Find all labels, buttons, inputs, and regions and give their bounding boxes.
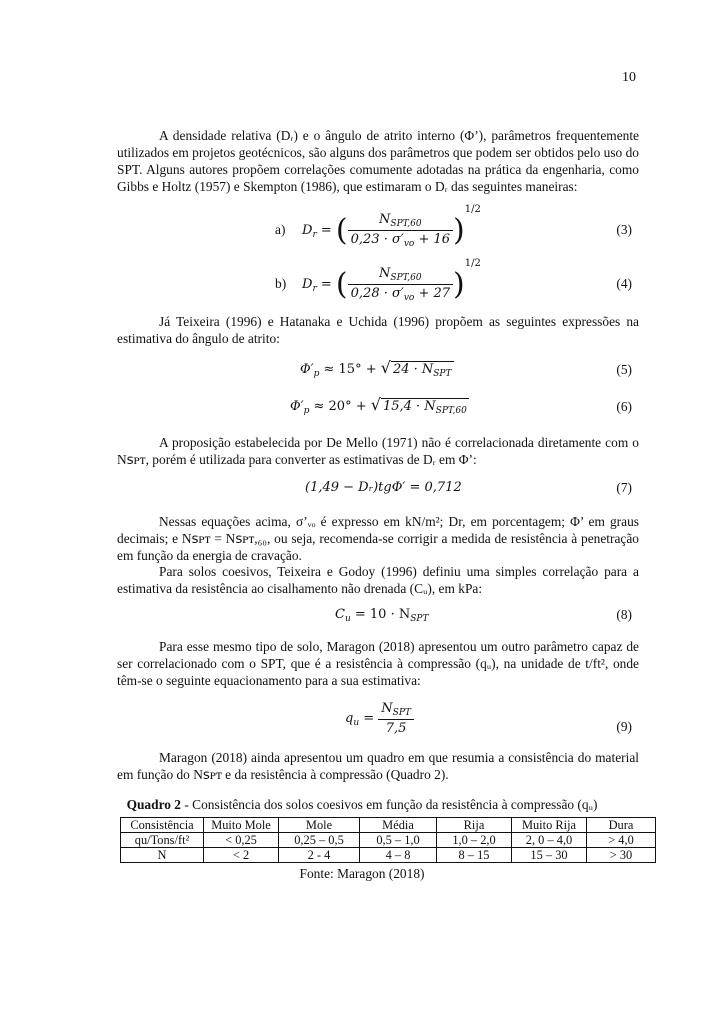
table-cell: Muito Rija <box>512 818 587 833</box>
table-cell: 0,25 – 0,5 <box>279 833 360 848</box>
table-source: Fonte: Maragon (2018) <box>299 866 425 881</box>
table-cell: 2 - 4 <box>279 848 360 863</box>
table-cell: < 2 <box>204 848 279 863</box>
equation-9-body: $q_u$ = $\frac{N_{SPT}}{7,5}$ <box>345 701 414 736</box>
table-row <box>121 833 656 848</box>
paragraph-units: Nessas equações acima, σ’ᵥₒ é expresso em kN/m²; Dr, em porcentagem; Φ’ em graus decimais; e Nꜱᴘᴛ = Nꜱᴘᴛ,₆₀, ou seja, recomenda-se corrigir a medida de resistência à penetração em função da energia de cravação. <box>117 514 639 563</box>
table-cell: 1,0 – 2,0 <box>437 833 512 848</box>
paragraph-quadro-intro: Maragon (2018) ainda apresentou um quadro em que resumia a consistência do material em função do Nꜱᴘᴛ e da resistência à compressão (Quadro 2). <box>117 750 639 782</box>
table-row <box>121 818 656 833</box>
paragraph-friction: Já Teixeira (1996) e Hatanaka e Uchida (1996) propõem as seguintes expressões na estimativa do ângulo de atrito: <box>117 314 639 346</box>
table-cell: Muito Mole <box>204 818 279 833</box>
table-cell: > 30 <box>587 848 656 863</box>
table-cell: N <box>121 848 204 863</box>
equation-4-body: $D_r$ = ( $\frac{N_{SPT,60}}{0,28 \cdot \sigma'_{vo} + 27}$ )$^{1/2}$ <box>302 258 481 303</box>
equation-5-number: (5) <box>616 362 632 377</box>
table-cell: Rija <box>437 818 512 833</box>
table-cell: Média <box>360 818 437 833</box>
equation-8-number: (8) <box>616 607 632 622</box>
equation-7-body: (1,49 − Dᵣ)tgΦ′ = 0,712 <box>305 480 462 495</box>
equation-3-label: a) <box>275 222 286 237</box>
table-caption <box>0 797 724 813</box>
equation-7-number: (7) <box>616 480 632 495</box>
table-cell: 8 – 15 <box>437 848 512 863</box>
consistency-table <box>120 817 656 863</box>
table-cell: 2, 0 – 4,0 <box>512 833 587 848</box>
equation-3-body: $D_r$ = ( $\frac{N_{SPT,60}}{0,23 \cdot \sigma'_{vo} + 16}$ )$^{1/2}$ <box>302 204 481 249</box>
table-caption-label: Quadro 2 <box>126 797 182 812</box>
table-cell: Mole <box>279 818 360 833</box>
page-number: 10 <box>622 70 636 85</box>
table-cell: 15 – 30 <box>512 848 587 863</box>
table-caption-text: - Consistência dos solos coesivos em função da resistência à compressão (qᵤ) <box>181 797 598 812</box>
equation-8-body: $C_u = 10 \cdot N_{SPT}$ <box>335 607 429 624</box>
table-cell: 4 – 8 <box>360 848 437 863</box>
equation-6-number: (6) <box>616 399 632 414</box>
paragraph-cohesive: Para solos coesivos, Teixeira e Godoy (1996) definiu uma simples correlação para a estimativa da resistência ao cisalhamento não drenada (Cᵤ), em kPa: <box>117 564 639 596</box>
equation-6-body: $\Phi'_p \approx 20^\circ$ + √ $15,4 \cdot N_{SPT,60}$ <box>290 395 467 416</box>
equation-4-number: (4) <box>616 276 632 291</box>
equation-5-body: $\Phi'_p \approx 15^\circ$ + √ $24 \cdot N_{SPT}$ <box>300 358 452 379</box>
equation-5 <box>0 358 724 398</box>
table-row <box>121 848 656 863</box>
table-cell: Consistência <box>121 818 204 833</box>
table-cell: < 0,25 <box>204 833 279 848</box>
equation-9 <box>0 701 724 741</box>
table-cell: qu/Tons/ft² <box>121 833 204 848</box>
paragraph-intro: A densidade relativa (Dᵣ) e o ângulo de atrito interno (Φ’), parâmetros frequentemente utilizados em projetos geotécnicos, são alguns dos parâmetros que podem ser obtidos pelo uso do SPT. Alguns autores propõem correlações comumente adotadas na prática da engenharia, como Gibbs e Holtz (1957) e Skempton (1986), que estimaram o Dᵣ das seguintes maneiras: <box>117 128 639 194</box>
table-cell: 0,5 – 1,0 <box>360 833 437 848</box>
equation-3 <box>0 204 724 249</box>
table-cell: > 4,0 <box>587 833 656 848</box>
equation-4-label: b) <box>275 276 287 291</box>
paragraph-de-mello: A proposição estabelecida por De Mello (1971) não é correlacionada diretamente com o Nꜱᴘᴛ, porém é utilizada para converter as estimativas de Dᵣ em Φ’: <box>117 435 639 467</box>
table-cell: Dura <box>587 818 656 833</box>
paragraph-maragon: Para esse mesmo tipo de solo, Maragon (2018) apresentou um outro parâmetro capaz de ser correlacionado com o SPT, que é a resistência à compressão (qᵤ), na unidade de t/ft², onde têm-se o seguinte equacionamento para a sua estimativa: <box>117 639 639 688</box>
equation-3-number: (3) <box>616 222 632 237</box>
equation-4 <box>0 258 724 303</box>
equation-9-number: (9) <box>616 719 632 734</box>
equation-6 <box>0 395 724 435</box>
